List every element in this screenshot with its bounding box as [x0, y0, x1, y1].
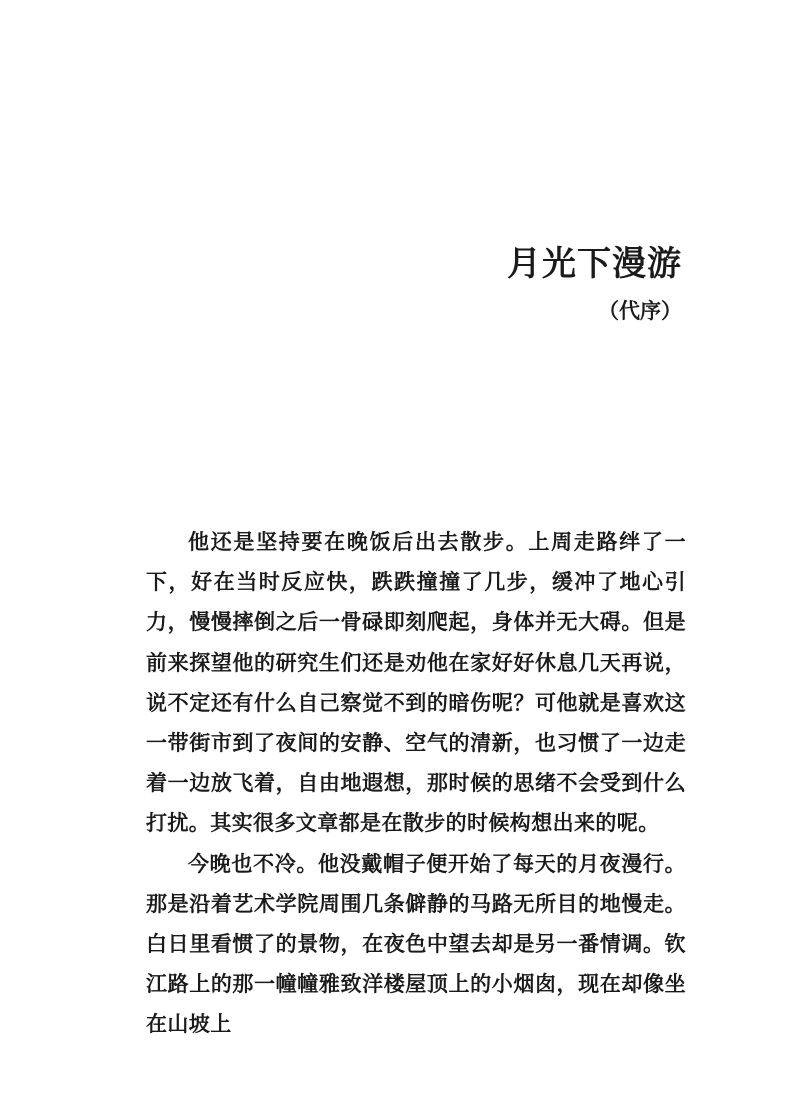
chapter-title: 月光下漫游 [507, 244, 682, 284]
paragraph: 他还是坚持要在晚饭后出去散步。上周走路绊了一下，好在当时反应快，跌跌撞撞了几步，缓冲了地心引力，慢慢摔倒之后一骨碌即刻爬起，身体并无大碍。但是前来探望他的研究生们还是劝他在家好好休息几天再说，说不定还有什么自己察觉不到的暗伤呢？可他就是喜欢这一带街市到了夜间的安静、空气的清新，也习惯了一边走着一边放飞着，自由地遐想，那时候的思绪不会受到什么打扰。其实很多文章都是在散步的时候构想出来的呢。 [146, 530, 686, 836]
chapter-subtitle: （代序） [598, 299, 682, 323]
title-block [507, 240, 682, 326]
body-text [146, 522, 686, 1045]
paragraph: 今晚也不冷。他没戴帽子便开始了每天的月夜漫行。那是沿着艺术学院周围几条僻静的马路无所目的地慢走。白日里看惯了的景物，在夜色中望去却是另一番情调。钦江路上的那一幢幢雅致洋楼屋顶上的小烟囱，现在却像坐在山坡上 [146, 851, 686, 1037]
